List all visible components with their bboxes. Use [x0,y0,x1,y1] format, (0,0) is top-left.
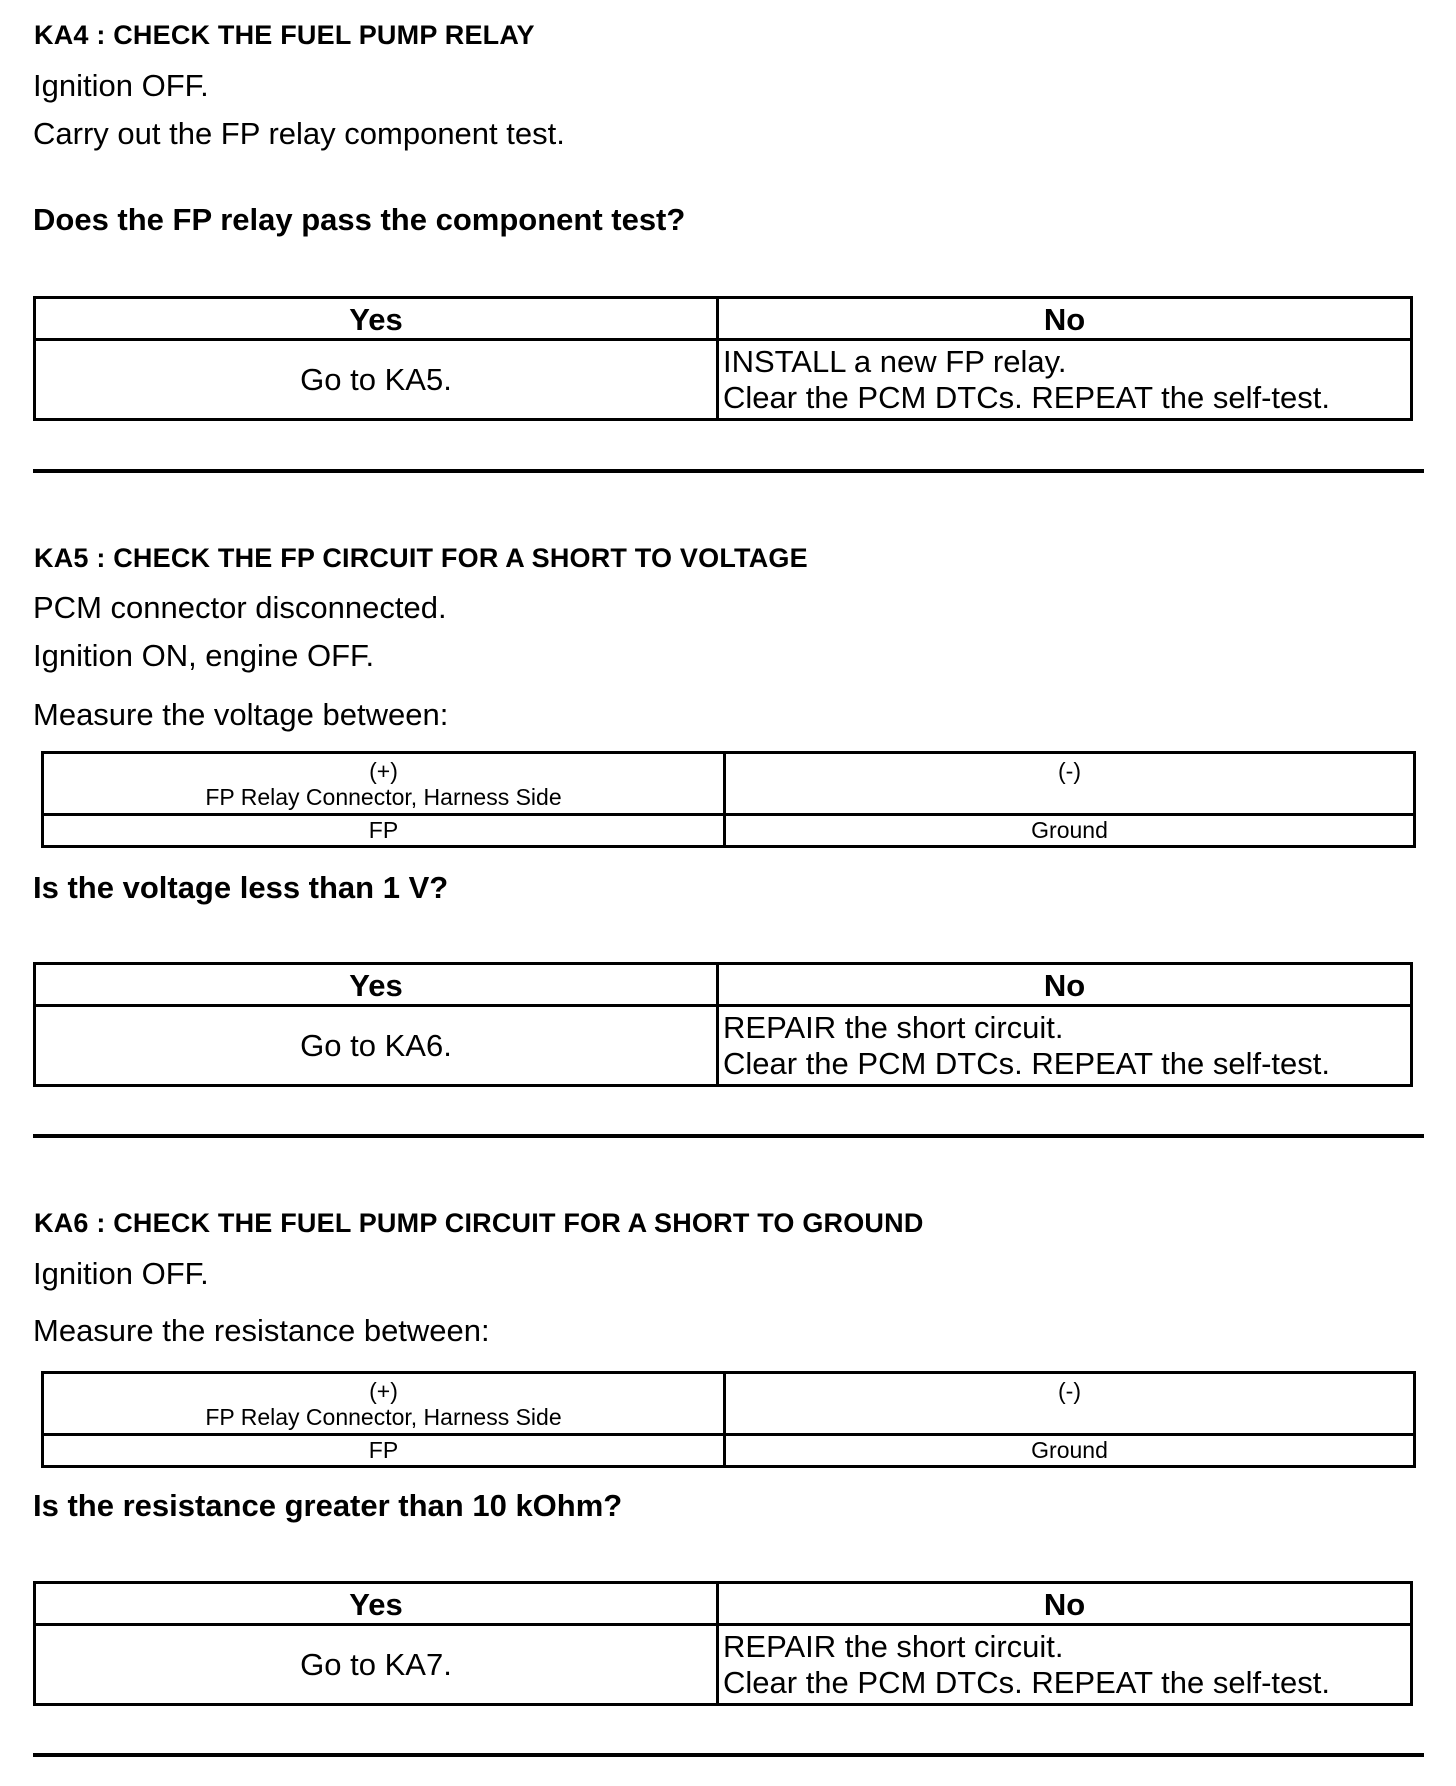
ka5-yes-action: Go to KA6. [35,1006,718,1086]
ka5-measurement-table [41,751,1416,848]
ka6-yes-header: Yes [35,1583,718,1625]
ka6-no-action [718,1625,1412,1705]
ka5-positive-label: FP Relay Connector, Harness Side [205,784,562,810]
ka4-yes-header: Yes [35,298,718,340]
ka6-no-action-line2: Clear the PCM DTCs. REPEAT the self-test. [723,1664,1330,1700]
ka6-question: Is the resistance greater than 10 kOhm? [33,1488,623,1523]
ka5-positive-header [43,753,725,815]
ka6-decision-table [33,1581,1413,1706]
ka6-negative-header [725,1373,1415,1435]
ka6-title: KA6 : CHECK THE FUEL PUMP CIRCUIT FOR A SHORT TO GROUND [34,1208,924,1238]
ka4-no-header: No [718,298,1412,340]
ka6-positive-symbol: (+) [369,1378,398,1404]
ka6-yes-action: Go to KA7. [35,1625,718,1705]
ka4-no-action-line1: INSTALL a new FP relay. [723,343,1067,379]
ka5-negative-value: Ground [725,815,1415,847]
ka4-instruction-ignition: Ignition OFF. [33,68,209,103]
ka5-yes-header: Yes [35,964,718,1006]
ka6-positive-label: FP Relay Connector, Harness Side [205,1404,562,1430]
ka4-question: Does the FP relay pass the component test? [33,202,686,237]
ka5-no-header: No [718,964,1412,1006]
ka5-question: Is the voltage less than 1 V? [33,870,449,905]
ka5-title: KA5 : CHECK THE FP CIRCUIT FOR A SHORT TO VOLTAGE [34,543,808,573]
ka6-instruction-measure: Measure the resistance between: [33,1313,490,1348]
ka4-title: KA4 : CHECK THE FUEL PUMP RELAY [34,20,535,50]
ka4-no-action-line2: Clear the PCM DTCs. REPEAT the self-test. [723,379,1330,415]
ka5-positive-value: FP [43,815,725,847]
ka5-negative-symbol: (-) [1058,758,1081,784]
ka5-negative-header [725,753,1415,815]
section-divider [33,1134,1424,1138]
ka5-instruction-measure: Measure the voltage between: [33,697,449,732]
ka5-no-action-line2: Clear the PCM DTCs. REPEAT the self-test. [723,1045,1330,1081]
ka6-no-header: No [718,1583,1412,1625]
ka6-negative-value: Ground [725,1435,1415,1467]
ka5-decision-table [33,962,1413,1087]
ka6-instruction-ignition: Ignition OFF. [33,1256,209,1291]
ka6-no-action-line1: REPAIR the short circuit. [723,1628,1064,1664]
ka6-measurement-table [41,1371,1416,1468]
ka5-instruction-ignition: Ignition ON, engine OFF. [33,638,375,673]
ka5-positive-symbol: (+) [369,758,398,784]
ka5-no-action [718,1006,1412,1086]
ka4-instruction-test: Carry out the FP relay component test. [33,116,565,151]
ka6-positive-header [43,1373,725,1435]
ka6-negative-symbol: (-) [1058,1378,1081,1404]
ka4-decision-table [33,296,1413,421]
ka5-instruction-pcm: PCM connector disconnected. [33,590,447,625]
ka5-no-action-line1: REPAIR the short circuit. [723,1009,1064,1045]
section-divider [33,469,1424,473]
ka4-yes-action: Go to KA5. [35,340,718,420]
ka4-no-action [718,340,1412,420]
section-divider [33,1753,1424,1757]
ka6-positive-value: FP [43,1435,725,1467]
